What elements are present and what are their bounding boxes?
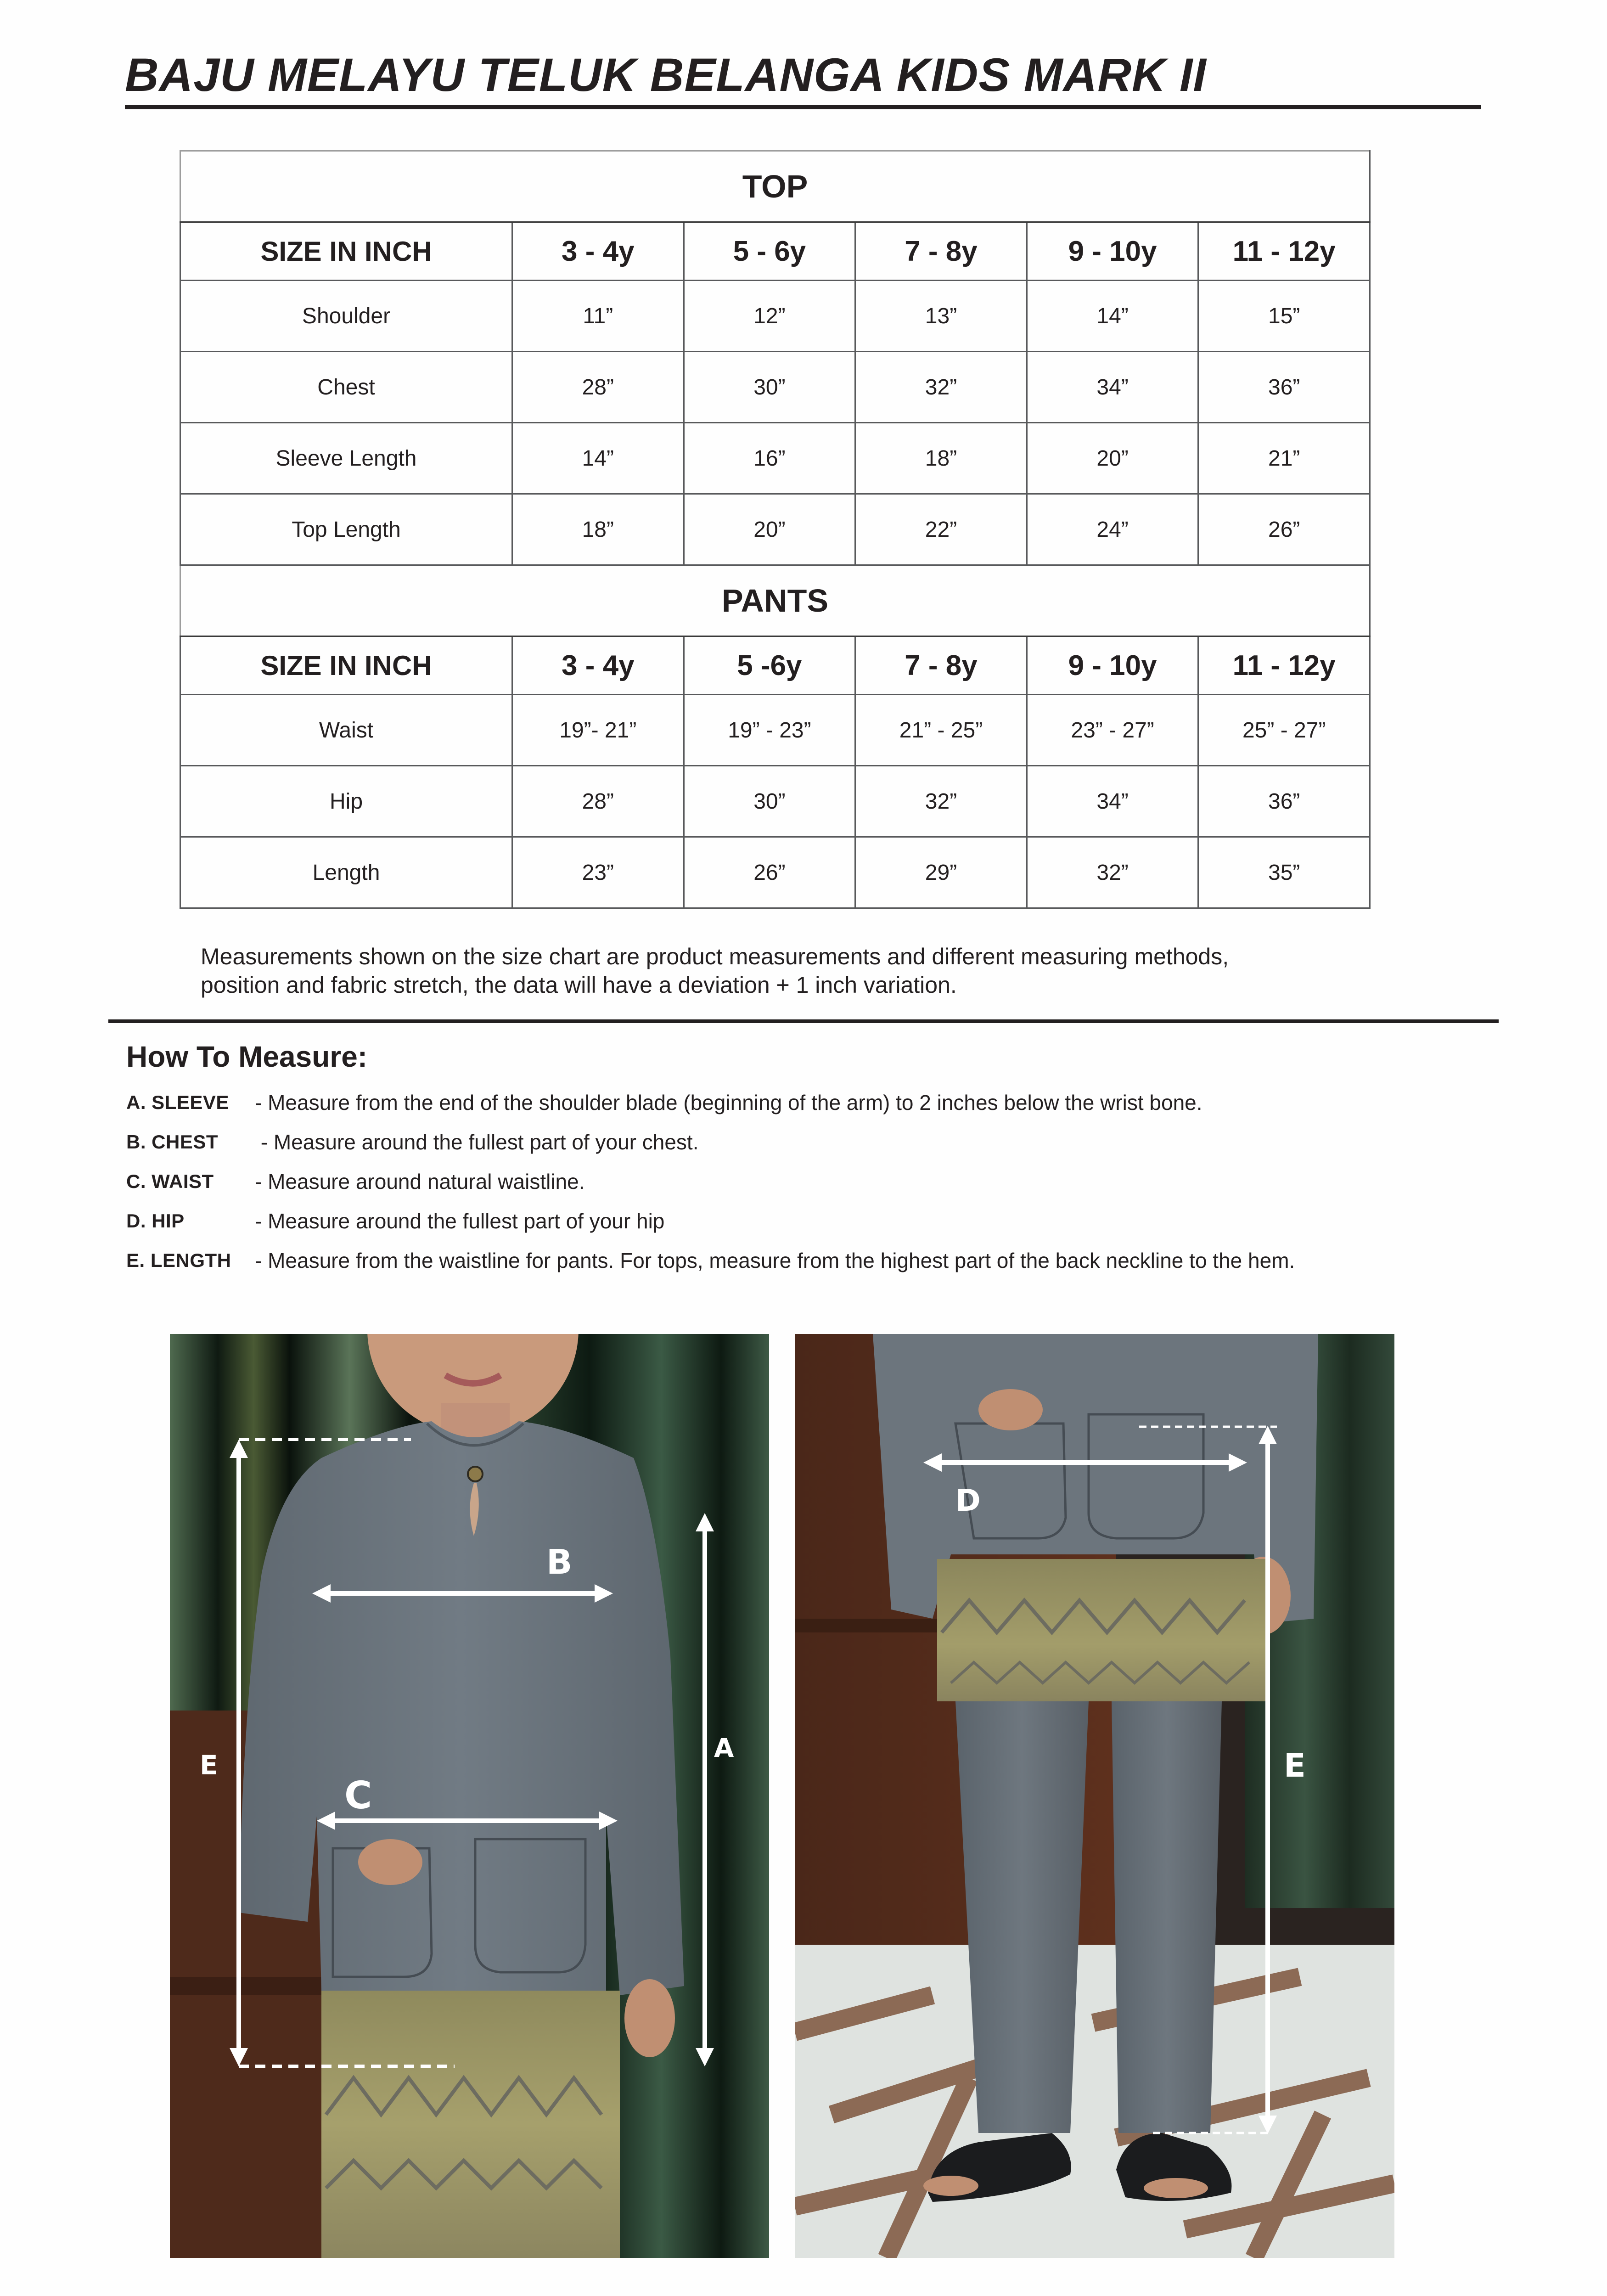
measure-item-waist	[126, 1162, 1550, 1201]
label-a: A	[714, 1733, 734, 1763]
top-measurement-photo	[170, 1334, 769, 2258]
cell-value: 30”	[684, 352, 855, 423]
label-e: E	[1284, 1747, 1306, 1784]
cell-value: 18”	[512, 494, 684, 565]
size-header: 11 - 12y	[1198, 222, 1370, 281]
cell-value: 21”	[1198, 423, 1370, 494]
how-to-measure-title: How To Measure:	[126, 1040, 368, 1073]
size-header: 3 - 4y	[512, 636, 684, 695]
row-label: Top Length	[180, 494, 512, 565]
left-pant-leg	[955, 1701, 1089, 2133]
left-hand	[978, 1389, 1043, 1430]
pants-section-title: PANTS	[180, 565, 1370, 636]
page-title: BAJU MELAYU TELUK BELANGA KIDS MARK II	[125, 49, 1207, 101]
pants-measurement-photo	[795, 1334, 1394, 2258]
cell-value: 29”	[855, 837, 1027, 908]
row-label: Length	[180, 837, 512, 908]
cell-value: 34”	[1027, 352, 1198, 423]
disclaimer-line: Measurements shown on the size chart are product measurements and different measuring methods,	[201, 944, 1229, 969]
measure-desc: - Measure around the fullest part of your hip	[255, 1209, 665, 1233]
measure-key: C. WAIST	[126, 1171, 214, 1192]
header-label: SIZE IN INCH	[180, 636, 512, 695]
label-b: B	[546, 1542, 573, 1582]
cell-value: 12”	[684, 281, 855, 352]
pants-photo-illustration	[795, 1334, 1394, 2258]
cell-value: 20”	[1027, 423, 1198, 494]
baju-top	[239, 1421, 684, 1995]
measure-desc: - Measure from the waistline for pants. For tops, measure from the highest part of the back neckline to the hem.	[255, 1249, 1295, 1272]
size-header: 7 - 8y	[855, 222, 1027, 281]
pants-section-title-row	[180, 565, 1370, 636]
cell-value: 20”	[684, 494, 855, 565]
samping-skirt	[321, 1991, 620, 2258]
size-chart-table	[180, 150, 1371, 909]
measure-desc: - Measure around natural waistline.	[255, 1170, 585, 1193]
measure-key: B. CHEST	[126, 1131, 219, 1153]
table-row-waist	[180, 695, 1370, 766]
right-toes	[1144, 2178, 1208, 2198]
table-row-shoulder	[180, 281, 1370, 352]
measure-key: E. LENGTH	[126, 1249, 231, 1271]
measure-item-chest	[126, 1122, 1550, 1162]
size-header: 7 - 8y	[855, 636, 1027, 695]
cell-value: 25” - 27”	[1198, 695, 1370, 766]
measure-item-length	[126, 1241, 1550, 1280]
size-header: 11 - 12y	[1198, 636, 1370, 695]
cell-value: 36”	[1198, 352, 1370, 423]
pants-header-row	[180, 636, 1370, 695]
label-d: D	[955, 1483, 981, 1518]
cell-value: 19” - 23”	[684, 695, 855, 766]
cell-value: 22”	[855, 494, 1027, 565]
cell-value: 32”	[855, 352, 1027, 423]
table-row-sleeve-length	[180, 423, 1370, 494]
cell-value: 30”	[684, 766, 855, 837]
cell-value: 24”	[1027, 494, 1198, 565]
table-row-hip	[180, 766, 1370, 837]
size-header: 9 - 10y	[1027, 222, 1198, 281]
cell-value: 23” - 27”	[1027, 695, 1198, 766]
left-hand	[358, 1839, 422, 1885]
cell-value: 16”	[684, 423, 855, 494]
cell-value: 14”	[1027, 281, 1198, 352]
cell-value: 14”	[512, 423, 684, 494]
measure-key: D. HIP	[126, 1210, 185, 1232]
cell-value: 26”	[684, 837, 855, 908]
row-label: Shoulder	[180, 281, 512, 352]
top-header-row	[180, 222, 1370, 281]
disclaimer-line: position and fabric stretch, the data will have a deviation + 1 inch variation.	[201, 972, 957, 998]
size-header: 5 -6y	[684, 636, 855, 695]
header-label: SIZE IN INCH	[180, 222, 512, 281]
top-section-title-row	[180, 151, 1370, 222]
cell-value: 21” - 25”	[855, 695, 1027, 766]
size-header: 9 - 10y	[1027, 636, 1198, 695]
measure-desc: - Measure from the end of the shoulder blade (beginning of the arm) to 2 inches below the wrist bone.	[255, 1091, 1202, 1114]
size-header: 5 - 6y	[684, 222, 855, 281]
section-divider	[108, 1019, 1499, 1023]
cell-value: 32”	[1027, 837, 1198, 908]
right-hand	[624, 1979, 675, 2057]
cell-value: 23”	[512, 837, 684, 908]
cell-value: 32”	[855, 766, 1027, 837]
left-toes	[923, 2176, 978, 2196]
cell-value: 26”	[1198, 494, 1370, 565]
row-label: Hip	[180, 766, 512, 837]
cell-value: 11”	[512, 281, 684, 352]
measure-key: A. SLEEVE	[126, 1092, 229, 1113]
cell-value: 28”	[512, 766, 684, 837]
table-row-chest	[180, 352, 1370, 423]
measurement-disclaimer	[201, 942, 1468, 999]
top-section-title: TOP	[180, 151, 1370, 222]
table-row-length	[180, 837, 1370, 908]
cell-value: 35”	[1198, 837, 1370, 908]
measure-item-sleeve	[126, 1083, 1550, 1122]
cell-value: 36”	[1198, 766, 1370, 837]
cell-value: 18”	[855, 423, 1027, 494]
label-e: E	[200, 1750, 218, 1781]
measure-desc: - Measure around the fullest part of your chest.	[255, 1130, 699, 1154]
row-label: Sleeve Length	[180, 423, 512, 494]
cell-value: 15”	[1198, 281, 1370, 352]
cell-value: 13”	[855, 281, 1027, 352]
row-label: Chest	[180, 352, 512, 423]
cell-value: 19”- 21”	[512, 695, 684, 766]
cell-value: 34”	[1027, 766, 1198, 837]
right-pant-leg	[1112, 1701, 1222, 2133]
title-underline	[125, 105, 1481, 109]
top-photo-illustration	[170, 1334, 769, 2258]
label-c: C	[344, 1774, 372, 1818]
size-header: 3 - 4y	[512, 222, 684, 281]
cell-value: 28”	[512, 352, 684, 423]
how-to-measure-list	[126, 1083, 1550, 1280]
button	[468, 1467, 483, 1481]
row-label: Waist	[180, 695, 512, 766]
table-row-top-length	[180, 494, 1370, 565]
measure-item-hip	[126, 1201, 1550, 1241]
